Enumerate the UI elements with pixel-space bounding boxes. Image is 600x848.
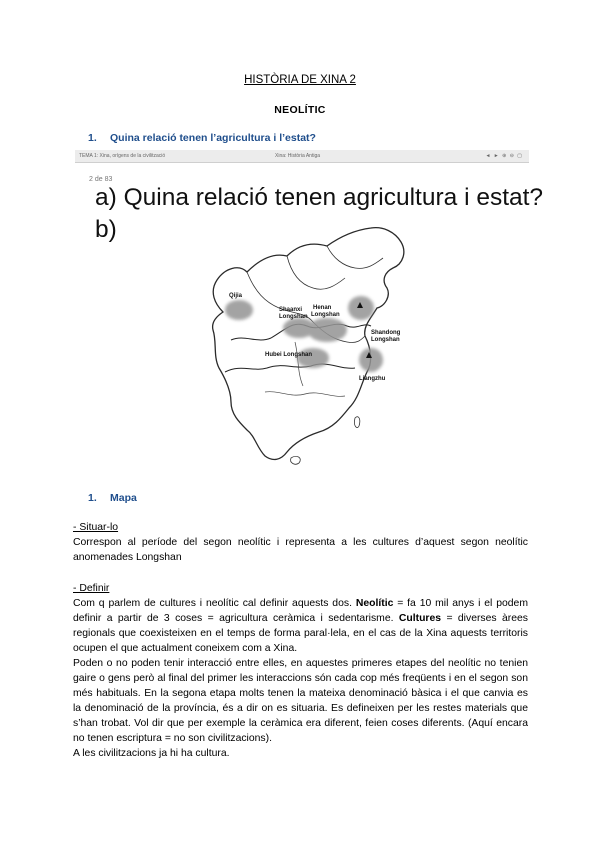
- map-label-henan: Henan: [313, 305, 332, 311]
- river-north: [327, 246, 383, 268]
- province-line: [265, 392, 345, 397]
- map-label-hubei: Hubei Longshan: [265, 352, 312, 358]
- viewer-toolbar: [75, 150, 529, 163]
- map-label-shaanxi: Shaanxi: [279, 307, 303, 313]
- definir-label: - Definir: [73, 583, 110, 594]
- china-neolithic-map: [195, 222, 415, 467]
- viewer-toolbar-center: Xina: Història Antiga: [275, 153, 321, 159]
- situar-label: - Situar-lo: [73, 522, 119, 533]
- viewer-nav-icons: ◄ ► ⊕ ⊖ ▢: [485, 153, 523, 159]
- question-number: 1.: [88, 132, 97, 144]
- question-heading: [88, 132, 316, 144]
- term-cultures: Cultures: [398, 613, 442, 624]
- viewer-toolbar-left: TEMA 1: Xina, orígens de la civilització: [79, 153, 166, 159]
- slide-heading-b: b): [95, 216, 117, 243]
- document-subtitle: NEOLÍTIC: [274, 104, 326, 116]
- slide-heading-a: a) Quina relació tenen agricultura i estat?: [95, 184, 544, 211]
- civilization-paragraph: A les civilitzacions ja hi ha cultura.: [73, 748, 230, 759]
- situar-paragraph: Correspon al període del segon neolític i representa a les cultures d’aquest segon neolític anomenades Longshan: [73, 537, 528, 563]
- section-number: 1.: [88, 492, 97, 504]
- map-label-shandong: Shandong: [371, 330, 401, 336]
- map-label-longshan-1: Longshan: [279, 314, 308, 320]
- island-taiwan: [354, 417, 359, 428]
- province-line: [287, 256, 345, 289]
- slide-screenshot: [75, 150, 544, 470]
- map-label-longshan-3: Longshan: [371, 337, 400, 343]
- region-liangzhu: [359, 348, 383, 372]
- section-heading: [88, 492, 137, 504]
- river-yangtze: [225, 364, 355, 372]
- document-title: HISTÒRIA DE XINA 2: [244, 74, 356, 86]
- region-qijia: [225, 300, 253, 320]
- map-label-longshan-2: Longshan: [311, 312, 340, 318]
- region-hubei: [297, 348, 329, 368]
- region-henan: [307, 318, 347, 342]
- slide-page-indicator: 2 de 83: [89, 176, 113, 183]
- map-label-liangzhu: Liangzhu: [359, 376, 386, 382]
- definir-paragraph: Com q parlem de cultures i neolític cal definir aquests dos. Neolític = fa 10 mil anys i el podem definir a partir de 3 coses = agricultura ceràmica i sedentarisme. Cultures = diverses àrees regionals que coexisteixen en el temps de forma paral·lela, en el cas de la Xina aquests territoris ocupen el que actualment coneixem com a Xina.: [73, 598, 528, 654]
- map-label-qijia: Qijia: [229, 293, 243, 299]
- island-hainan: [291, 456, 301, 464]
- section-title: Mapa: [110, 492, 137, 504]
- question-text: Quina relació tenen l’agricultura i l’estat?: [110, 132, 316, 144]
- interaction-paragraph: Poden o no poden tenir interacció entre elles, en aquestes primeres etapes del neolític no tenien gaire o gens però al final del primer les interaccions són cada cop més freqüents i en el segon son més habituals. En la segona etapa molts tenen la mateixa denominació bàsica i el que canvia es la denominació de la província, és a dir on es situaria. Es defineixen per les restes materials que s’han trobat. Vol dir que per exemple la ceràmica era diferent, feien coses diferents. (Aquí encara no tenen escriptura = no son civilitzacions).: [73, 658, 528, 744]
- country-outline: [213, 228, 404, 460]
- term-neolitic: Neolític: [355, 598, 394, 609]
